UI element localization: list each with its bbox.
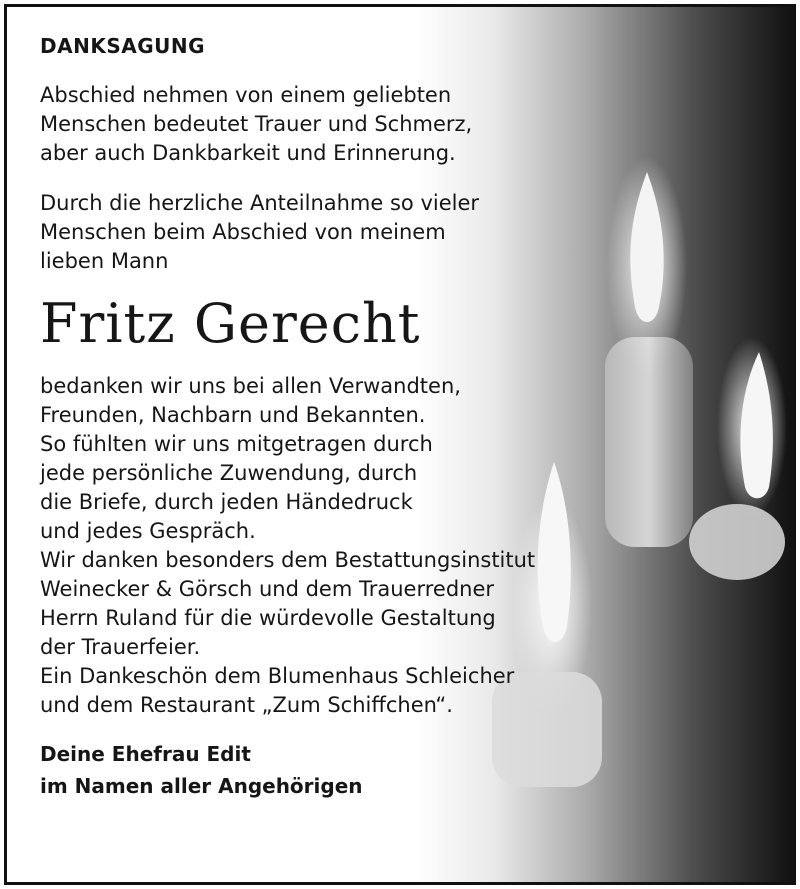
- text-line: Abschied nehmen von einem geliebten: [40, 83, 452, 107]
- deceased-name: Fritz Gerecht: [40, 292, 421, 355]
- text-line: jede persönliche Zuwendung, durch: [40, 461, 418, 485]
- signature: [40, 738, 640, 802]
- text-line: Weinecker & Görsch und dem Trauerredner: [40, 577, 495, 601]
- obituary-notice: [4, 4, 796, 885]
- text-line: Ein Dankeschön dem Blumenhaus Schleicher: [40, 664, 515, 688]
- text-line: aber auch Dankbarkeit und Erinnerung.: [40, 141, 456, 165]
- text-line: und jedes Gespräch.: [40, 519, 256, 543]
- text-line: Freunden, Nachbarn und Bekannten.: [40, 403, 426, 427]
- text-line: lieben Mann: [40, 249, 169, 273]
- right-candle: [689, 337, 787, 580]
- text-line: Durch die herzliche Anteilnahme so vieler: [40, 191, 480, 215]
- notice-text: [40, 33, 640, 802]
- text-line: bedanken wir uns bei allen Verwandten,: [40, 374, 461, 398]
- text-line: So fühlten wir uns mitgetragen durch: [40, 432, 433, 456]
- signature-line: im Namen aller Angehörigen: [40, 774, 363, 798]
- text-line: Menschen beim Abschied von meinem: [40, 220, 446, 244]
- text-line: und dem Restaurant „Zum Schiffchen“.: [40, 693, 453, 717]
- lead-paragraph: [40, 189, 640, 276]
- intro-paragraph: [40, 81, 640, 168]
- text-line: die Briefe, durch jeden Händedruck: [40, 490, 413, 514]
- text-line: Menschen bedeutet Trauer und Schmerz,: [40, 112, 473, 136]
- text-line: Wir danken besonders dem Bestattungsinstitut: [40, 548, 536, 572]
- thanks-paragraph: [40, 372, 640, 720]
- signature-line: Deine Ehefrau Edit: [40, 742, 251, 766]
- text-line: Herrn Ruland für die würdevolle Gestaltung: [40, 606, 496, 630]
- notice-heading: DANKSAGUNG: [40, 34, 206, 58]
- text-line: der Trauerfeier.: [40, 635, 201, 659]
